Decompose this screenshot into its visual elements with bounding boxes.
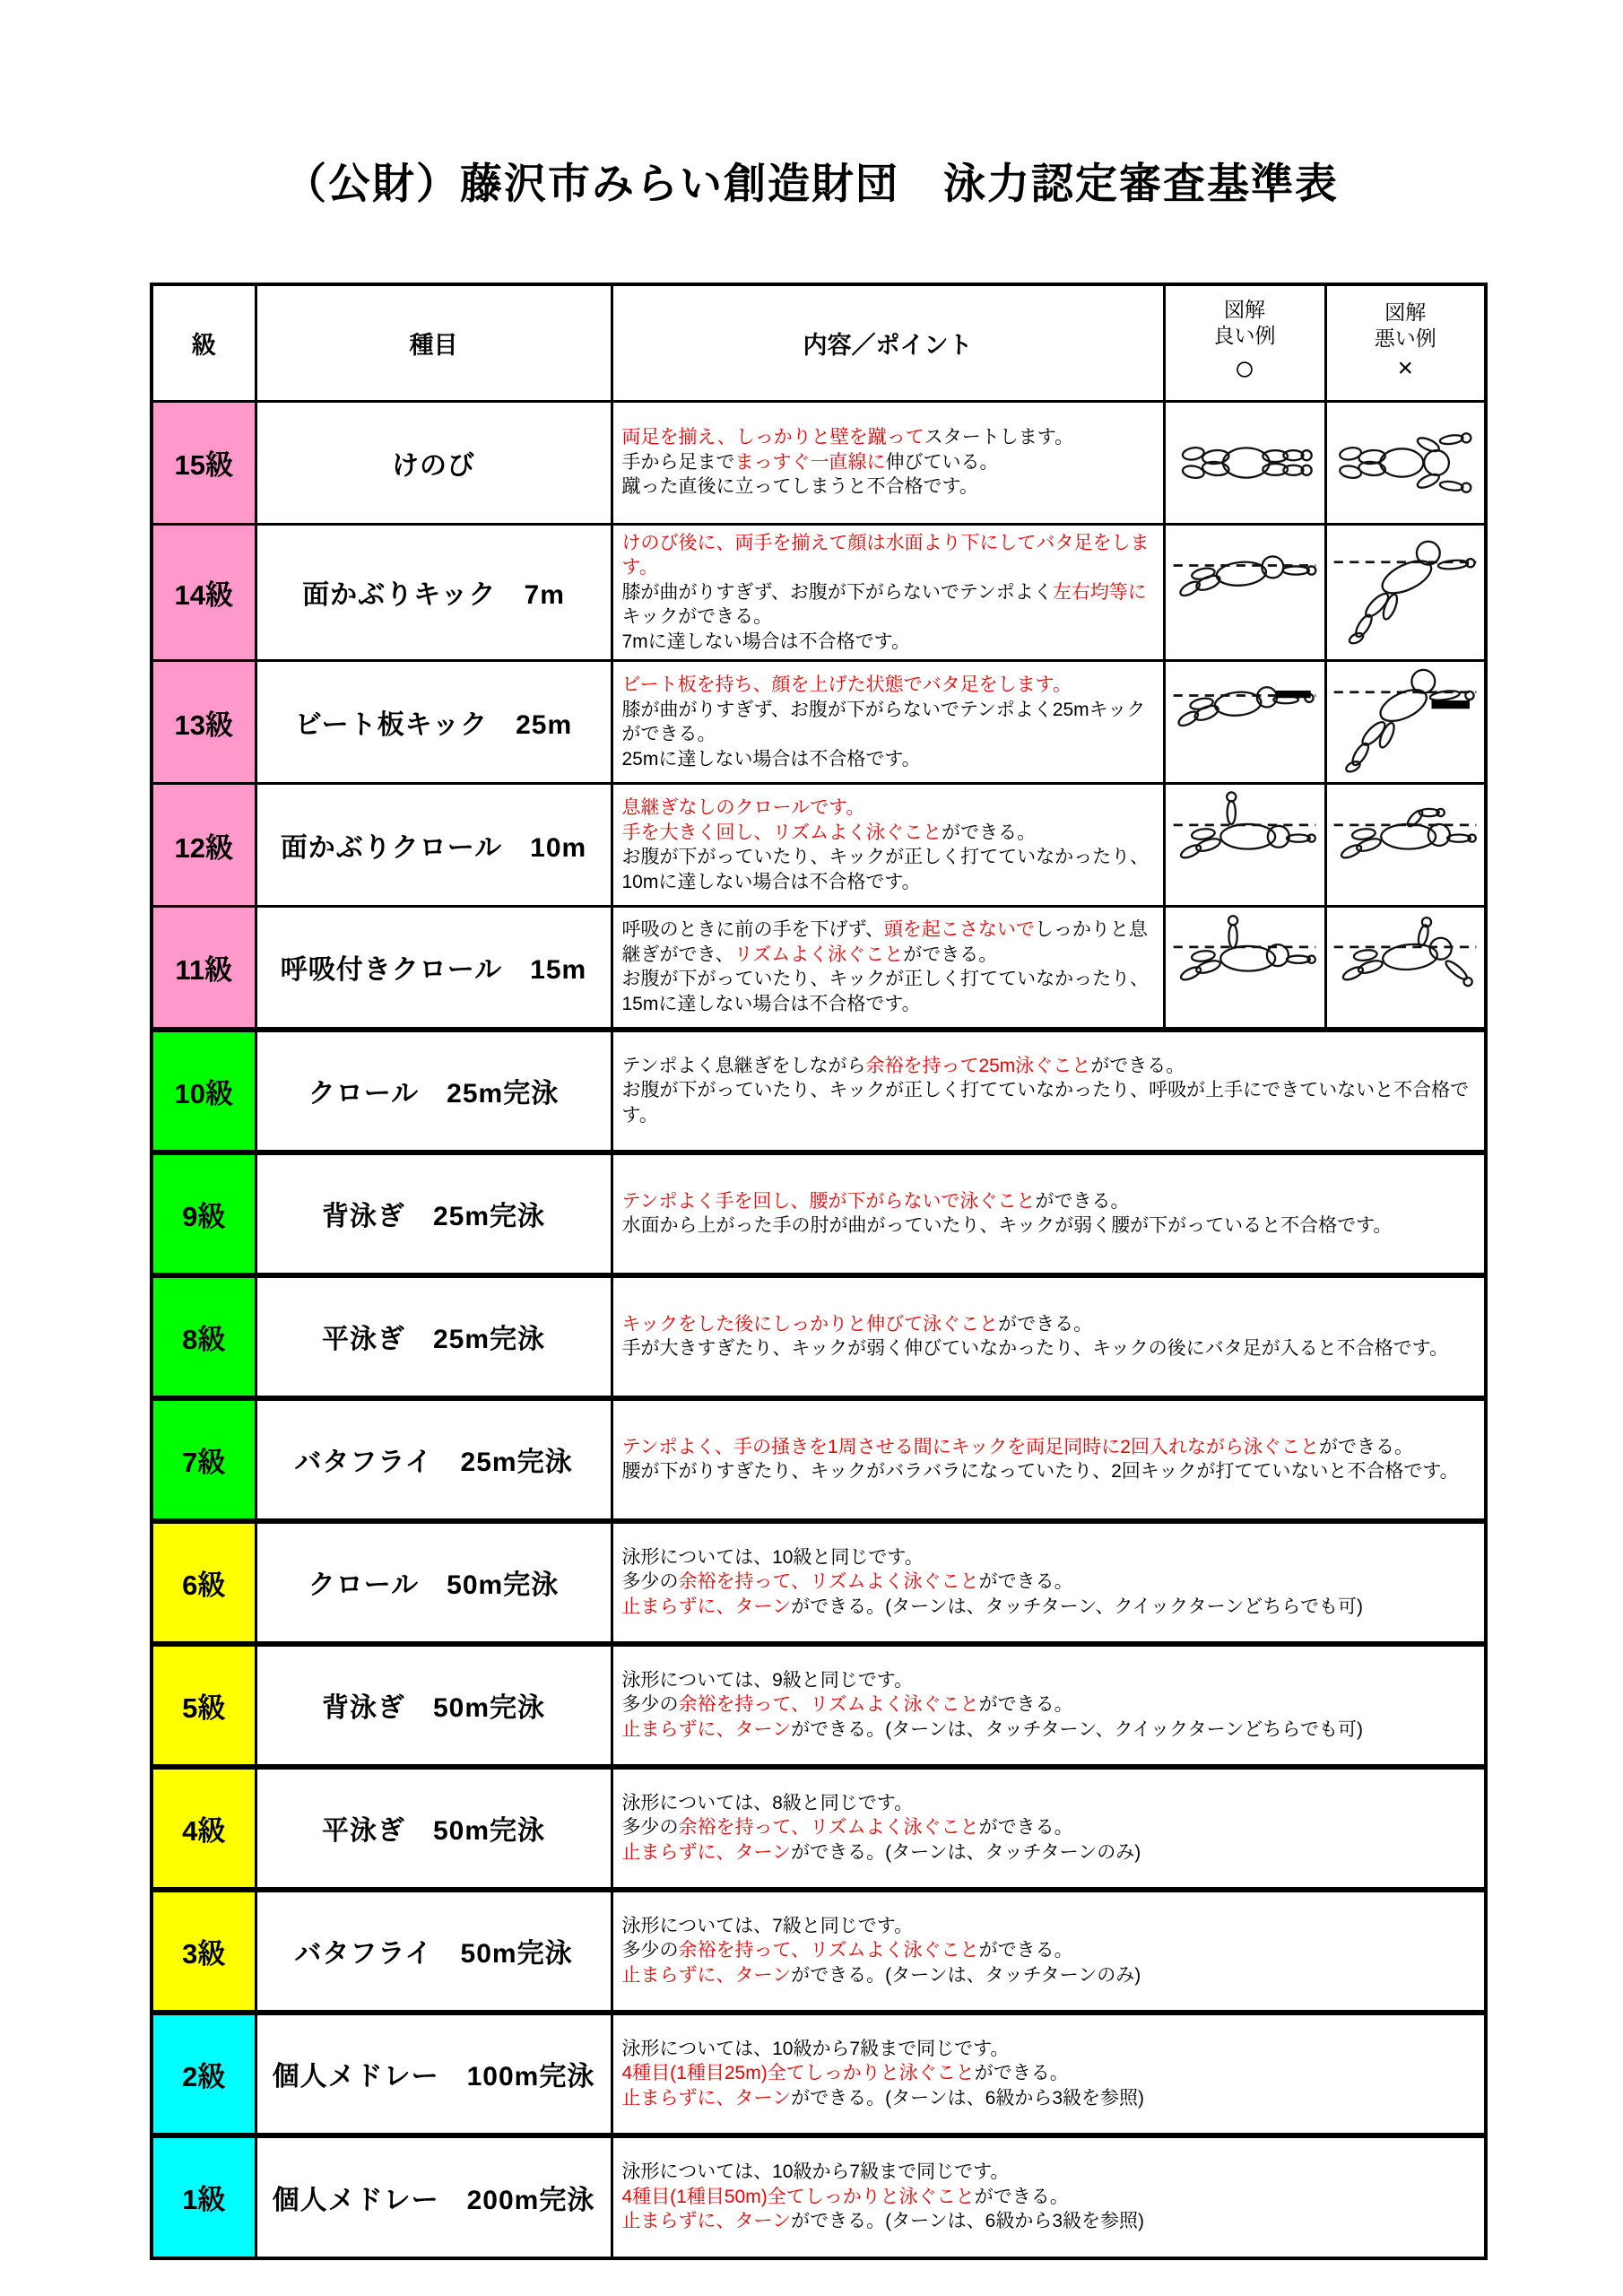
event-cell: 個人メドレー 100m完泳 <box>256 2013 612 2135</box>
content-cell <box>612 524 1164 661</box>
header-event: 種目 <box>256 284 612 401</box>
event-cell: けのび <box>256 401 612 524</box>
content-line <box>622 2209 1476 2234</box>
content-line <box>622 967 1154 1016</box>
content-line <box>622 1938 1476 1963</box>
grade-cell: 7級 <box>152 1398 256 1521</box>
streamline-top-view-icon <box>1170 408 1319 517</box>
text-segment: ができる。(ターンは、タッチターン、クイックターンどちらでも可) <box>791 1596 1363 1617</box>
event-cell: 背泳ぎ 25m完泳 <box>256 1152 612 1275</box>
content-line <box>622 1545 1476 1570</box>
content-line <box>622 2160 1476 2185</box>
grade-cell: 15級 <box>152 401 256 524</box>
event-cell: 背泳ぎ 50m完泳 <box>256 1644 612 1767</box>
text-segment: 伸びている。 <box>885 451 999 473</box>
text-segment: ができる。 <box>978 1817 1073 1839</box>
illustration-good-cell <box>1164 524 1325 661</box>
text-segment: 止まらずに、ターン <box>621 1596 792 1617</box>
text-segment: スタートします。 <box>924 427 1074 448</box>
kickboard-legs-sinking-side-view-icon <box>1331 667 1480 777</box>
grade-cell: 4級 <box>152 1767 256 1890</box>
text-segment: 止まらずに、ターン <box>621 2211 792 2232</box>
text-segment: リズムよく泳ぐこと <box>733 944 904 965</box>
header-bad-example <box>1325 284 1486 401</box>
text-segment: 泳形については、8級と同じです。 <box>621 1792 914 1813</box>
illustration-bad-cell <box>1325 784 1486 907</box>
text-segment: 余裕を持って、リズムよく泳ぐこと <box>678 1694 979 1716</box>
text-segment: ができる。 <box>903 944 998 965</box>
content-line <box>622 425 1154 450</box>
text-segment: けのび後に、両手を揃えて顔は水面より下にしてバタ足をします。 <box>621 532 1150 578</box>
content-line <box>622 474 1154 500</box>
text-segment: 呼吸のときに前の手を下げず、 <box>621 919 884 941</box>
content-line <box>622 1692 1476 1718</box>
text-segment: まっすぐ一直線に <box>734 451 886 473</box>
crawl-arm-dropped-side-view-icon <box>1331 912 1480 1022</box>
table-row <box>152 784 1486 907</box>
content-line <box>622 1312 1476 1337</box>
illustration-good-cell <box>1164 401 1325 524</box>
text-segment: 多少の <box>621 1940 679 1961</box>
content-line <box>622 1054 1476 1079</box>
event-cell: ビート板キック 25m <box>256 661 612 784</box>
header-grade: 級 <box>152 284 256 401</box>
table-row <box>152 1890 1486 2013</box>
text-segment: 水面から上がった手の肘が曲がっていたり、キックが弱く腰が下がっていると不合格です。 <box>621 1215 1393 1236</box>
text-segment: ができる。 <box>998 1313 1093 1335</box>
text-segment: 泳形については、10級から7級まで同じです。 <box>621 2161 1010 2183</box>
text-segment: キックができる。 <box>621 606 773 627</box>
content-line <box>622 1189 1476 1214</box>
grade-cell: 3級 <box>152 1890 256 2013</box>
text-segment: 25mに達しない場合は不合格です。 <box>621 748 921 770</box>
text-segment: 余裕を持って、リズムよく泳ぐこと <box>678 1571 979 1593</box>
content-line <box>622 1459 1476 1484</box>
content-cell <box>612 1767 1486 1890</box>
content-line <box>622 2037 1476 2062</box>
table-row <box>152 401 1486 524</box>
text-segment: テンポよく、手の掻きを1周させる間にキックを両足同時に2回入れながら泳ぐこと <box>621 1436 1319 1457</box>
content-cell <box>612 2013 1486 2135</box>
content-cell <box>612 784 1164 907</box>
illustration-good-cell <box>1164 784 1325 907</box>
text-segment: キックをした後にしっかりと伸びて泳ぐこと <box>621 1313 999 1335</box>
text-segment: ができる。 <box>978 1571 1073 1593</box>
legs-sinking-side-view-icon <box>1331 537 1480 647</box>
content-line <box>622 2061 1476 2086</box>
event-cell: バタフライ 50m完泳 <box>256 1890 612 2013</box>
table-row <box>152 1030 1486 1152</box>
table-row <box>152 1398 1486 1521</box>
text-segment: 左右均等に <box>1052 581 1147 603</box>
content-line <box>622 2086 1476 2111</box>
content-line <box>622 698 1154 747</box>
text-segment: ができる。 <box>974 2186 1069 2207</box>
illustration-good-cell <box>1164 661 1325 784</box>
content-line <box>622 1791 1476 1816</box>
content-line <box>622 1840 1476 1866</box>
table-row <box>152 1521 1486 1644</box>
text-segment: テンポよく息継ぎをしながら <box>621 1055 866 1076</box>
content-line <box>622 1668 1476 1693</box>
text-segment: 止まらずに、ターン <box>621 2087 792 2109</box>
content-cell <box>612 661 1164 784</box>
illustration-bad-cell <box>1325 661 1486 784</box>
illustration-good-cell <box>1164 907 1325 1030</box>
crawl-bent-arm-side-view-icon <box>1331 790 1480 900</box>
text-segment: ができる。(ターンは、タッチターン、クイックターンどちらでも可) <box>791 1718 1363 1740</box>
content-line <box>622 1078 1476 1127</box>
content-line <box>622 630 1154 655</box>
table-row <box>152 524 1486 661</box>
crawl-breathing-side-view-icon <box>1170 912 1319 1022</box>
content-cell <box>612 1521 1486 1644</box>
text-segment: 息継ぎなしのクロールです。 <box>621 797 865 818</box>
header-good-line1: 図解 <box>1224 298 1265 322</box>
content-line <box>622 1718 1476 1743</box>
header-bad-line1: 図解 <box>1384 300 1427 325</box>
text-segment: 余裕を持って、リズムよく泳ぐこと <box>678 1817 979 1839</box>
content-line <box>622 1336 1476 1361</box>
content-cell <box>612 1152 1486 1275</box>
text-segment: 多少の <box>621 1571 679 1593</box>
grade-cell: 14級 <box>152 524 256 661</box>
header-row <box>152 284 1486 401</box>
text-segment: 4種目(1種目50m)全てしっかりと泳ぐこと <box>621 2186 975 2207</box>
grade-cell: 2級 <box>152 2013 256 2135</box>
header-content: 内容／ポイント <box>612 284 1164 401</box>
criteria-table <box>150 283 1488 2260</box>
text-segment: 多少の <box>621 1817 679 1839</box>
text-segment: 泳形については、10級と同じです。 <box>621 1546 924 1568</box>
content-line <box>622 531 1154 580</box>
text-segment: 頭を起こさないで <box>883 919 1035 941</box>
table-row <box>152 2013 1486 2135</box>
text-segment: ができる。 <box>1318 1436 1413 1457</box>
text-segment: ができる。 <box>1035 1190 1130 1212</box>
text-segment: 手が大きすぎたり、キックが弱く伸びていなかったり、キックの後にバタ足が入ると不合格です。 <box>621 1338 1448 1359</box>
text-segment: ビート板を持ち、顔を上げた状態でバタ足をします。 <box>621 674 1072 695</box>
text-segment: ができる。(ターンは、6級から3級を参照) <box>791 2087 1145 2109</box>
text-segment: 多少の <box>621 1694 679 1716</box>
table-row <box>152 1152 1486 1275</box>
content-cell <box>612 1030 1486 1152</box>
text-segment: 泳形については、10級から7級まで同じです。 <box>621 2038 1010 2059</box>
text-segment: ができる。(ターンは、タッチターンのみ) <box>791 1841 1141 1863</box>
event-cell: 呼吸付きクロール 15m <box>256 907 612 1030</box>
table-row <box>152 1275 1486 1398</box>
text-segment: 余裕を持って、リズムよく泳ぐこと <box>678 1940 979 1961</box>
content-line <box>622 1213 1476 1239</box>
content-cell <box>612 1275 1486 1398</box>
text-segment: 止まらずに、ターン <box>621 1964 792 1986</box>
text-segment: ができる。 <box>942 822 1037 843</box>
illustration-bad-cell <box>1325 524 1486 661</box>
text-segment: 膝が曲がりすぎず、お腹が下がらないでテンポよく25mキックができる。 <box>621 699 1146 744</box>
text-segment: 手から足まで <box>621 451 735 473</box>
event-cell: 平泳ぎ 25m完泳 <box>256 1275 612 1398</box>
content-line <box>622 747 1154 772</box>
content-cell <box>612 2135 1486 2258</box>
criteria-table-body <box>152 401 1486 2258</box>
event-cell: クロール 25m完泳 <box>256 1030 612 1152</box>
table-row <box>152 907 1486 1030</box>
content-line <box>622 673 1154 698</box>
content-line <box>622 450 1154 475</box>
text-segment: ができる。(ターンは、6級から3級を参照) <box>791 2211 1145 2232</box>
content-line <box>622 1815 1476 1840</box>
text-segment: しっかりと息継ぎができ、 <box>621 919 1148 965</box>
grade-cell: 1級 <box>152 2135 256 2258</box>
event-cell: バタフライ 25m完泳 <box>256 1398 612 1521</box>
event-cell: クロール 50m完泳 <box>256 1521 612 1644</box>
text-segment: 蹴った直後に立ってしまうと不合格です。 <box>621 476 978 498</box>
content-line <box>622 796 1154 821</box>
grade-cell: 5級 <box>152 1644 256 1767</box>
text-segment: ができる。(ターンは、タッチターンのみ) <box>791 1964 1141 1986</box>
bad-mark-icon: × <box>1397 353 1414 384</box>
content-line <box>622 845 1154 894</box>
content-cell <box>612 1890 1486 2013</box>
content-line <box>622 1570 1476 1595</box>
text-segment: お腹が下がっていたり、キックが正しく打てていなかったり、15mに達しない場合は不合格です。 <box>621 969 1150 1014</box>
text-segment: 4種目(1種目25m)全てしっかりと泳ぐこと <box>621 2063 975 2084</box>
text-segment: 止まらずに、ターン <box>621 1718 792 1740</box>
flat-flutter-kick-side-view-icon <box>1170 537 1319 647</box>
illustration-bad-cell <box>1325 401 1486 524</box>
content-cell <box>612 1398 1486 1521</box>
grade-cell: 8級 <box>152 1275 256 1398</box>
content-line <box>622 821 1154 846</box>
grade-cell: 10級 <box>152 1030 256 1152</box>
content-cell <box>612 907 1164 1030</box>
text-segment: 手を大きく回し、リズムよく泳ぐこと <box>621 822 942 843</box>
content-line <box>622 2185 1476 2210</box>
text-segment: 泳形については、7級と同じです。 <box>621 1915 914 1936</box>
grade-cell: 6級 <box>152 1521 256 1644</box>
content-line <box>622 1963 1476 1988</box>
table-row <box>152 2135 1486 2258</box>
grade-cell: 12級 <box>152 784 256 907</box>
text-segment: 止まらずに、ターン <box>621 1841 792 1863</box>
grade-cell: 13級 <box>152 661 256 784</box>
event-cell: 面かぶりクロール 10m <box>256 784 612 907</box>
kickboard-kick-side-view-icon <box>1170 667 1319 777</box>
grade-cell: 9級 <box>152 1152 256 1275</box>
text-segment: 泳形については、9級と同じです。 <box>621 1669 914 1691</box>
table-row <box>152 1644 1486 1767</box>
content-line <box>622 1595 1476 1620</box>
text-segment: ができる。 <box>974 2063 1069 2084</box>
text-segment: 余裕を持って25m泳ぐこと <box>865 1055 1091 1076</box>
page-title: （公財）藤沢市みらい創造財団 泳力認定審査基準表 <box>284 160 1339 207</box>
text-segment: テンポよく手を回し、腰が下がらないで泳ぐこと <box>621 1190 1036 1212</box>
content-cell <box>612 401 1164 524</box>
grade-cell: 11級 <box>152 907 256 1030</box>
event-cell: 面かぶりキック 7m <box>256 524 612 661</box>
event-cell: 平泳ぎ 50m完泳 <box>256 1767 612 1890</box>
content-cell <box>612 1644 1486 1767</box>
text-segment: 膝が曲がりすぎず、お腹が下がらないでテンポよく <box>621 581 1053 603</box>
content-line <box>622 918 1154 967</box>
table-row <box>152 661 1486 784</box>
header-good-example <box>1164 284 1325 401</box>
text-segment: ができる。 <box>978 1694 1073 1716</box>
text-segment: ができる。 <box>1090 1055 1185 1076</box>
header-good-line2: 良い例 <box>1213 324 1276 348</box>
content-line <box>622 1435 1476 1460</box>
text-segment: お腹が下がっていたり、キックが正しく打てていなかったり、10mに達しない場合は不合格です。 <box>621 847 1150 892</box>
illustration-bad-cell <box>1325 907 1486 1030</box>
text-segment: ができる。 <box>978 1940 1073 1961</box>
text-segment: 両足を揃え、しっかりと壁を蹴って <box>621 427 924 448</box>
content-line <box>622 1914 1476 1939</box>
text-segment: お腹が下がっていたり、キックが正しく打てていなかったり、呼吸が上手にできていないと不合格です。 <box>621 1080 1470 1126</box>
header-bad-line2: 悪い例 <box>1374 326 1436 351</box>
text-segment: 腰が下がりすぎたり、キックがバラバラになっていたり、2回キックが打てていないと不合格です。 <box>621 1461 1459 1482</box>
streamline-arms-bent-top-view-icon <box>1331 408 1480 517</box>
table-row <box>152 1767 1486 1890</box>
text-segment: 7mに達しない場合は不合格です。 <box>621 631 910 652</box>
good-mark-icon: ○ <box>1233 349 1256 389</box>
crawl-arm-recovery-side-view-icon <box>1170 790 1319 900</box>
content-line <box>622 580 1154 630</box>
event-cell: 個人メドレー 200m完泳 <box>256 2135 612 2258</box>
